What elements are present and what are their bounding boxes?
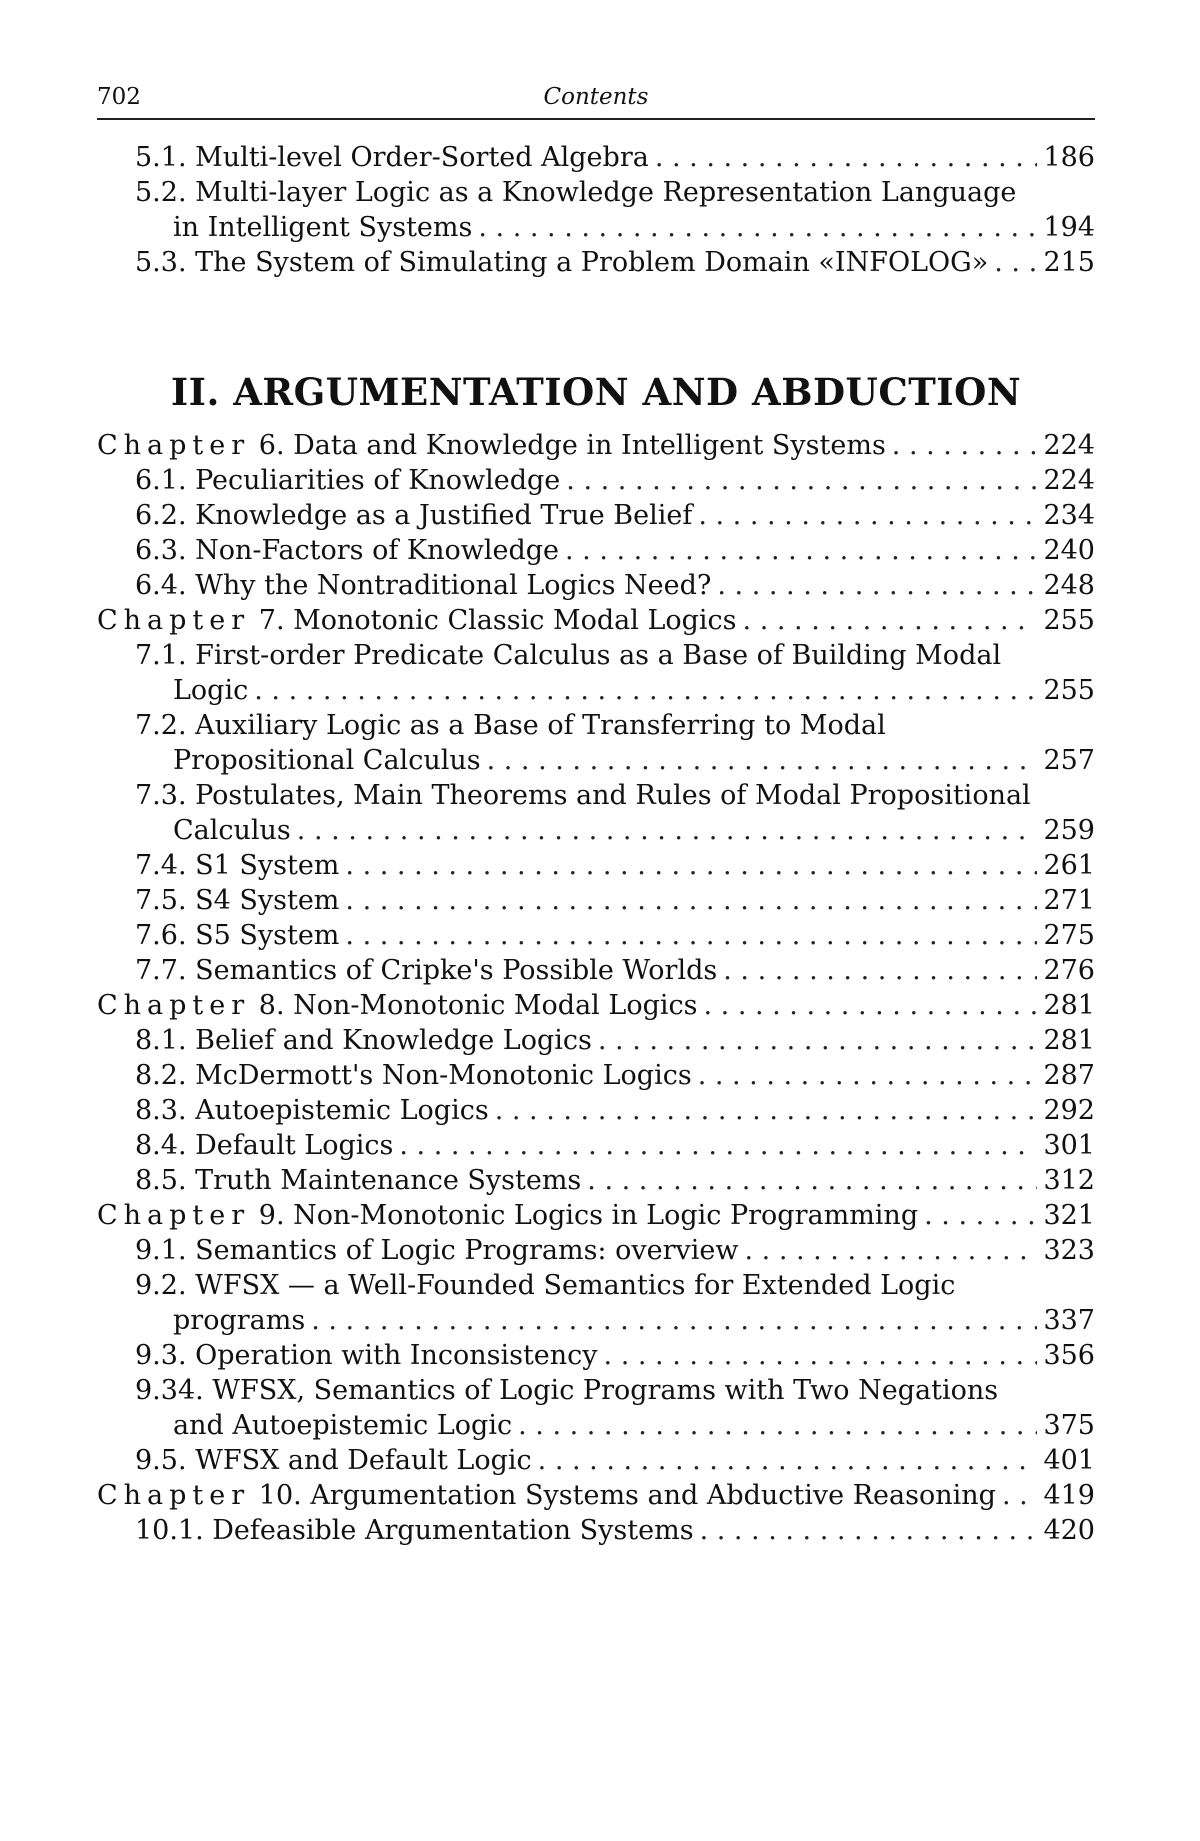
dot-leader (604, 1338, 1038, 1373)
entry-page: 337 (1043, 1305, 1095, 1336)
entry-title: 8.4. Default Logics (135, 1130, 394, 1161)
entry-title-line2: in Intelligent Systems (173, 212, 473, 243)
entry-page: 281 (1043, 1025, 1095, 1056)
dot-leader (994, 245, 1037, 280)
dot-leader (345, 883, 1037, 918)
entry-title: 6.2. Knowledge as a Justified True Belief (135, 500, 693, 531)
dot-leader (399, 1128, 1037, 1163)
entry-page: 224 (1043, 465, 1095, 496)
toc-entry-6-3 (97, 533, 1095, 568)
toc-entry-6-4 (97, 568, 1095, 603)
toc-entry-5-2 (97, 175, 1095, 245)
entry-page: 259 (1043, 815, 1095, 846)
entry-title-line2: and Autoepistemic Logic (173, 1410, 513, 1441)
toc-entry-8-3 (97, 1093, 1095, 1128)
dot-leader (703, 988, 1037, 1023)
entry-page: 271 (1043, 885, 1095, 916)
toc-entry-7-2 (97, 708, 1095, 778)
entry-title: 8.5. Truth Maintenance Systems (135, 1165, 582, 1196)
dot-leader (297, 813, 1038, 848)
toc-entry-7-7 (97, 953, 1095, 988)
toc-entry-8-5 (97, 1163, 1095, 1198)
chapter-title: Non-Monotonic Logics in Logic Programming (293, 1200, 919, 1231)
chapter-number: 8. (258, 990, 285, 1021)
toc-entry-8-2 (97, 1058, 1095, 1093)
chapter-title: Argumentation Systems and Abductive Reasoning (310, 1480, 996, 1511)
chapter-label: Chapter (97, 430, 251, 461)
running-head-title: Contents (543, 84, 649, 110)
entry-title: 7.5. S4 System (135, 885, 340, 916)
entry-title: 6.4. Why the Nontraditional Logics Need? (135, 570, 712, 601)
dot-leader (698, 1058, 1038, 1093)
dot-leader (538, 1443, 1038, 1478)
toc-entry-8-1 (97, 1023, 1095, 1058)
chapter-label: Chapter (97, 605, 251, 636)
dot-leader (700, 1513, 1038, 1548)
entry-title: 6.1. Peculiarities of Knowledge (135, 465, 561, 496)
entry-title: 7.6. S5 System (135, 920, 340, 951)
entry-title-line1: 7.1. First-order Predicate Calculus as a Base of Building Modal (135, 640, 1002, 671)
dot-leader (723, 953, 1037, 988)
entry-title: 9.1. Semantics of Logic Programs: overview (135, 1235, 739, 1266)
toc-entry-7-3 (97, 778, 1095, 848)
entry-title: 10.1. Defeasible Argumentation Systems (135, 1515, 694, 1546)
entry-page: 240 (1043, 535, 1095, 566)
entry-page: 215 (1043, 247, 1095, 278)
entry-title: 9.5. WFSX and Default Logic (135, 1445, 532, 1476)
dot-leader (892, 428, 1038, 463)
entry-page: 356 (1043, 1340, 1095, 1371)
entry-title-line1: 9.2. WFSX — a Well-Founded Semantics for Extended Logic (135, 1270, 956, 1301)
toc-chapter-8 (97, 988, 1095, 1023)
dot-leader (744, 1233, 1037, 1268)
entry-page: 255 (1043, 605, 1095, 636)
chapter-title: Non-Monotonic Modal Logics (293, 990, 698, 1021)
entry-page: 292 (1043, 1095, 1095, 1126)
toc-entry-6-2 (97, 498, 1095, 533)
entry-page: 312 (1043, 1165, 1095, 1196)
chapter-title: Data and Knowledge in Intelligent Systems (293, 430, 886, 461)
entry-title-line1: 7.3. Postulates, Main Theorems and Rules of Modal Propositional (135, 780, 1031, 811)
entry-page: 301 (1043, 1130, 1095, 1161)
running-head (97, 78, 1095, 120)
dot-leader (1002, 1478, 1038, 1513)
entry-title-line2: Propositional Calculus (173, 745, 481, 776)
toc-entry-7-6 (97, 918, 1095, 953)
dot-leader (495, 1093, 1038, 1128)
toc-entry-9-2 (97, 1268, 1095, 1338)
entry-title: 5.3. The System of Simulating a Problem Domain «INFOLOG» (135, 247, 989, 278)
entry-title-line2: Calculus (173, 815, 291, 846)
toc-entry-9-5 (97, 1443, 1095, 1478)
table-of-contents (97, 140, 1095, 1548)
toc-entry-10-1 (97, 1513, 1095, 1548)
dot-leader (345, 848, 1037, 883)
chapter-label: Chapter (97, 990, 251, 1021)
dot-leader (924, 1198, 1037, 1233)
entry-page: 419 (1043, 1480, 1095, 1511)
entry-title: 9.3. Operation with Inconsistency (135, 1340, 598, 1371)
entry-title-line1: 7.2. Auxiliary Logic as a Base of Transferring to Modal (135, 710, 886, 741)
chapter-label: Chapter (97, 1200, 251, 1231)
part-title: II. ARGUMENTATION AND ABDUCTION (170, 370, 1022, 414)
dot-leader (487, 743, 1038, 778)
entry-title: 8.3. Autoepistemic Logics (135, 1095, 489, 1126)
entry-page: 234 (1043, 500, 1095, 531)
dot-leader (598, 1023, 1038, 1058)
entry-page: 281 (1043, 990, 1095, 1021)
dot-leader (478, 210, 1037, 245)
entry-page: 275 (1043, 920, 1095, 951)
entry-page: 194 (1043, 212, 1095, 243)
entry-title: 6.3. Non-Factors of Knowledge (135, 535, 559, 566)
toc-entry-9-3 (97, 1338, 1095, 1373)
toc-entry-5-3 (97, 245, 1095, 280)
chapter-title: Monotonic Classic Modal Logics (293, 605, 737, 636)
dot-leader (717, 568, 1037, 603)
chapter-label: Chapter (97, 1480, 251, 1511)
entry-page: 248 (1043, 570, 1095, 601)
toc-chapter-10 (97, 1478, 1095, 1513)
chapter-number: 7. (258, 605, 285, 636)
toc-entry-6-1 (97, 463, 1095, 498)
entry-page: 261 (1043, 850, 1095, 881)
entry-page: 321 (1043, 1200, 1095, 1231)
toc-chapter-9 (97, 1198, 1095, 1233)
toc-entry-8-4 (97, 1128, 1095, 1163)
toc-entry-7-1 (97, 638, 1095, 708)
entry-title-line2: programs (173, 1305, 306, 1336)
toc-entry-7-5 (97, 883, 1095, 918)
dot-leader (518, 1408, 1037, 1443)
entry-title-line2: Logic (173, 675, 249, 706)
chapter-number: 6. (258, 430, 285, 461)
entry-title: 5.1. Multi-level Order-Sorted Algebra (135, 142, 649, 173)
entry-page: 287 (1043, 1060, 1095, 1091)
toc-page (97, 78, 1095, 1548)
entry-page: 276 (1043, 955, 1095, 986)
dot-leader (698, 498, 1037, 533)
entry-page: 257 (1043, 745, 1095, 776)
entry-title: 8.2. McDermott's Non-Monotonic Logics (135, 1060, 692, 1091)
entry-page: 186 (1043, 142, 1095, 173)
entry-title: 7.4. S1 System (135, 850, 340, 881)
toc-entry-5-1 (97, 140, 1095, 175)
toc-entry-7-4 (97, 848, 1095, 883)
toc-chapter-7 (97, 603, 1095, 638)
dot-leader (566, 463, 1037, 498)
chapter-number: 9. (258, 1200, 285, 1231)
dot-leader (311, 1303, 1037, 1338)
entry-title-line1: 9.34. WFSX, Semantics of Logic Programs with Two Negations (135, 1375, 999, 1406)
dot-leader (345, 918, 1037, 953)
dot-leader (565, 533, 1037, 568)
entry-title: 8.1. Belief and Knowledge Logics (135, 1025, 592, 1056)
entry-page: 224 (1043, 430, 1095, 461)
dot-leader (743, 603, 1038, 638)
page-number: 702 (97, 84, 141, 110)
dot-leader (587, 1163, 1037, 1198)
toc-entry-9-34 (97, 1373, 1095, 1443)
entry-page: 323 (1043, 1235, 1095, 1266)
entry-page: 255 (1043, 675, 1095, 706)
dot-leader (254, 673, 1037, 708)
chapter-number: 10. (258, 1480, 302, 1511)
entry-title: 7.7. Semantics of Cripke's Possible Worlds (135, 955, 718, 986)
toc-entry-9-1 (97, 1233, 1095, 1268)
toc-chapter-6 (97, 428, 1095, 463)
entry-page: 375 (1043, 1410, 1095, 1441)
entry-title-line1: 5.2. Multi-layer Logic as a Knowledge Representation Language (135, 177, 1017, 208)
dot-leader (655, 140, 1038, 175)
entry-page: 401 (1043, 1445, 1095, 1476)
entry-page: 420 (1043, 1515, 1095, 1546)
